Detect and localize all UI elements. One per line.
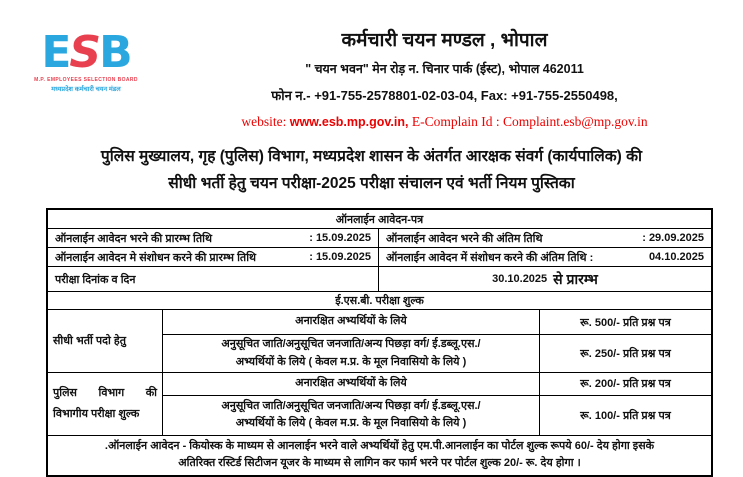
esb-logo xyxy=(0,24,172,130)
document-title xyxy=(0,143,743,197)
website-link[interactable]: www.esb.mp.gov.in, xyxy=(289,115,409,129)
logo-letter-b: B xyxy=(99,27,131,78)
logo-caption-english: M.P. EMPLOYEES SELECTION BOARD xyxy=(34,76,138,83)
fee-amount: रू. 100/- प्रति प्रश्न पत्र xyxy=(539,396,711,435)
org-web-line xyxy=(172,114,717,130)
fee-row xyxy=(163,373,711,395)
start-date-value: : 15.09.2025 xyxy=(309,232,371,245)
fee-row xyxy=(163,310,711,334)
portal-fee-note-line1: .ऑनलाईन आवेदन - कियोस्क के माध्यम से आनलाईन भरने वाले अभ्यर्थियों हेतु एम.पी.आनलाईन का पोर्टल शुल्क रूपये 60/- देय होगा इसके xyxy=(104,439,655,452)
application-section-header: ऑनलाईन आवेदन-पत्र xyxy=(335,213,424,226)
fee-group-2-label: पुलिस विभाग की विभागीय परीक्षा शुल्क xyxy=(53,387,157,420)
website-label: website: xyxy=(241,114,287,129)
document-title-line2: सीधी भर्ती हेतु चयन परीक्षा-2025 परीक्षा संचालन एवं भर्ती नियम पुस्तिका xyxy=(168,175,575,193)
application-date-row-1 xyxy=(48,228,711,247)
esb-logo-letters xyxy=(41,27,131,78)
fee-amount: रू. 500/- प्रति प्रश्न पत्र xyxy=(539,310,711,334)
fee-amount: रू. 200/- प्रति प्रश्न पत्र xyxy=(539,373,711,395)
exam-date-label: परीक्षा दिनांक व दिन xyxy=(55,273,136,286)
letterhead xyxy=(0,0,743,130)
fee-group-1-body xyxy=(162,310,711,372)
start-date-cell xyxy=(48,229,378,247)
fee-group-direct-recruitment xyxy=(48,309,711,372)
org-phone: फोन न.- +91-755-2578801-02-03-04, Fax: +91-755-2550498, xyxy=(271,88,618,103)
fee-category-unreserved xyxy=(163,373,539,395)
document-title-line1: पुलिस मुख्यालय, गृह (पुलिस) विभाग, मध्यप्रदेश शासन के अंतर्गत आरक्षक संवर्ग (कार्यपालिक) की xyxy=(100,148,643,165)
correction-end-label: ऑनलाईन आवेदन में संशोधन करने की अंतिम तिथि : xyxy=(386,251,594,264)
fee-row xyxy=(163,395,711,435)
correction-end-cell xyxy=(378,248,711,266)
exam-date-row xyxy=(48,266,711,291)
start-date-label: ऑनलाईन आवेदन भरने की प्रारम्भ तिथि xyxy=(55,232,213,245)
fee-category-text-line1: अनुसूचित जाति/अनुसूचित जनजाति/अन्य पिछड़ा वर्ग/ ई.डब्लू.एस./ xyxy=(221,337,481,350)
fee-group-2-body xyxy=(162,373,711,435)
end-date-cell xyxy=(378,229,711,247)
correction-start-label: ऑनलाईन आवेदन मे संशोधन करने की प्रारम्भ तिथि xyxy=(55,251,257,264)
end-date-value: : 29.09.2025 xyxy=(642,232,704,245)
logo-caption-hindi: मध्यप्रदेश कर्मचारी चयन मंडल xyxy=(51,85,121,93)
exam-start-date: 30.10.2025 xyxy=(492,273,548,286)
logo-letter-s: S xyxy=(69,27,100,78)
org-name: कर्मचारी चयन मण्डल , भोपाल xyxy=(341,30,548,51)
fee-row xyxy=(163,334,711,372)
application-date-row-2 xyxy=(48,247,711,266)
exam-start-suffix: से प्रारम्भ xyxy=(553,270,598,287)
fee-category-reserved xyxy=(163,396,539,435)
correction-end-value: 04.10.2025 xyxy=(648,251,704,264)
fee-category-text: अनारक्षित अभ्यर्थियों के लिये xyxy=(295,377,407,390)
fee-group-departmental xyxy=(48,372,711,435)
notification-table xyxy=(46,208,713,477)
portal-fee-note-line2: अतिरिक्त रस्टिर्ड सिटीजन यूजर के माध्यम से लागिन कर फार्म भरने पर पोर्टल शुल्क 20/- रू. देय होगा । xyxy=(178,457,581,470)
portal-fee-note xyxy=(48,435,711,475)
fee-category-text-line2: अभ्यर्थियों के लिये ( केवल म.प्र. के मूल निवासियो के लिये ) xyxy=(235,417,467,430)
fee-section-header: ई.एस.बी. परीक्षा शुल्क xyxy=(48,291,711,309)
ecomplain-link[interactable]: E-Complain Id : Complaint.esb@mp.gov.in xyxy=(411,114,648,129)
exam-date-value-cell xyxy=(378,267,711,291)
fee-category-unreserved xyxy=(163,310,539,334)
fee-group-1-label: सीधी भर्ती पदो हेतु xyxy=(53,334,126,347)
fee-category-text-line1: अनुसूचित जाति/अनुसूचित जनजाति/अन्य पिछड़ा वर्ग/ ई.डब्लू.एस./ xyxy=(221,399,481,412)
fee-category-text: अनारक्षित अभ्यर्थियों के लिये xyxy=(295,315,407,328)
end-date-label: ऑनलाईन आवेदन भरने की अंतिम तिथि xyxy=(386,232,543,245)
logo-letter-e: E xyxy=(41,27,70,78)
letterhead-text xyxy=(172,24,743,130)
fee-category-reserved xyxy=(163,335,539,372)
correction-start-cell xyxy=(48,248,378,266)
exam-date-label-cell xyxy=(48,267,378,291)
fee-amount: रू. 250/- प्रति प्रश्न पत्र xyxy=(539,335,711,372)
org-address: " चयन भवन" मेन रोड़ न. चिनार पार्क (ईस्ट), भोपाल 462011 xyxy=(305,62,584,76)
correction-start-value: : 15.09.2025 xyxy=(309,251,371,264)
fee-category-text-line2: अभ्यर्थियों के लिये ( केवल म.प्र. के मूल निवासियो के लिये ) xyxy=(235,355,467,368)
